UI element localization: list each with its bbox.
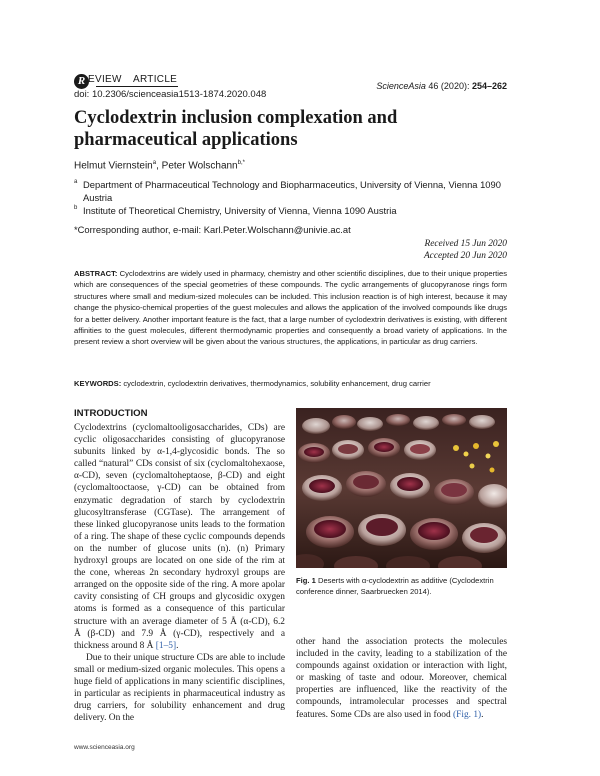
- journal-citation: [376, 81, 507, 91]
- body-paragraph: [74, 422, 285, 652]
- received-date: Received 15 Jun 2020: [424, 239, 507, 249]
- article-dates: [424, 238, 507, 262]
- author-name: Helmut Viernstein: [74, 160, 153, 172]
- journal-volume: 46 (2020):: [425, 81, 472, 91]
- figure-caption: [296, 575, 507, 597]
- affiliation-item: [74, 204, 503, 217]
- figure-reference-link[interactable]: (Fig. 1): [453, 709, 482, 720]
- keywords-label: KEYWORDS:: [74, 379, 122, 388]
- abstract-text: Cyclodextrins are widely used in pharmacy, chemistry and other scientific disciplines, due to their unique properties which are consequences of the special geometries of these compounds. The cyclic arrangements of glucopyranose rings form structures where small and medium-sized molecules can be included. This inclusion reaction is of high interest, because it may change the physico-chemical properties of the guest molecules and allows the application of the involved compounds like drugs for a better delivery. Another important feature is the fact, that a large number of cyclodextrin derivatives is existing, with different affinities to the guest molecules, different thermodynamic properties and consequently a broad variety of applications. In the present review a short overview will be given about the various structures, the applications, in particular as drug carriers.: [74, 269, 507, 347]
- affiliation-text: Institute of Theoretical Chemistry, University of Vienna, Vienna 1090 Austria: [83, 205, 397, 216]
- footer-url[interactable]: www.scienceasia.org: [74, 744, 135, 751]
- journal-name: ScienceAsia: [376, 81, 426, 91]
- body-paragraph: [296, 636, 507, 721]
- author-separator: ,: [156, 160, 162, 172]
- author-list: [74, 160, 245, 171]
- author-affiliation-mark: b,*: [237, 160, 245, 166]
- article-label: ARTICLE: [133, 74, 178, 85]
- paragraph-text: other hand the association protects the molecules included in the cavity, leading to a stabilization of the compounds against oxidation or interaction with light, or masking of taste and odour. Moreover, chemical properties are influenced, like the reactivity of the compounds, intramolecular processes and spectral features. Some CDs are also used in food: [296, 637, 507, 720]
- affiliation-item: [74, 178, 503, 204]
- doi-link[interactable]: doi: 10.2306/scienceasia1513-1874.2020.048: [74, 89, 267, 100]
- section-heading: INTRODUCTION: [74, 408, 148, 419]
- accepted-date: Accepted 20 Jun 2020: [423, 251, 507, 261]
- corresponding-author: *Corresponding author, e-mail: Karl.Peter.Wolschann@univie.ac.at: [74, 224, 351, 235]
- abstract: [74, 268, 507, 348]
- author-name: Peter Wolschann: [161, 160, 238, 172]
- paragraph-end: .: [176, 640, 179, 651]
- paragraph-text: Cyclodextrins (cyclomaltooligosaccharides, CDs) are cyclic oligosaccharides consisting of glucopyranose subunits linked by α-1,4-glycosidic bonds. The so called “natural” CDs consist of six (cyclomaltohexaose, α-CD), seven (cyclomaltoheptaose, β-CD) and eight (cyclomaltooctaose, γ-CD) can be obtained from enzymatic degradation of starch by cyclodextrin glucosyltransferase (CGTase). The arrangement of these linked glucopyranose units leads to the formation of a ring. The shape of these cyclic compounds depends on the number of glucose units (n). (n) Primary hydroxyl groups are located on one side of the rim at the cone, whereas 2n secondary hydroxyl groups are arranged on the opposite side of the ring. A more apolar cavity consisting of CH groups and glycosidic oxygen atoms is formed as a consequence of this particular structure with an average diameter of 5 Å (α-CD), 6.2 Å (β-CD) and 7.9 Å (γ-CD), respectively and a thickness around 8 Å: [74, 423, 285, 651]
- dessert-photo-image: [296, 408, 507, 568]
- keywords: [74, 378, 507, 389]
- journal-pages: 254–262: [471, 81, 507, 91]
- affiliation-mark: a: [74, 179, 78, 185]
- author-affiliation-mark: a: [152, 160, 157, 166]
- header-rule: [96, 86, 178, 87]
- figure-photo: [296, 408, 507, 568]
- abstract-label: ABSTRACT:: [74, 269, 118, 278]
- journal-logo: R: [74, 74, 89, 89]
- affiliation-text: Department of Pharmaceutical Technology and Biopharmaceutics, University of Vienna, Vienna 1090 Austria: [83, 179, 501, 203]
- affiliation-mark: b: [74, 205, 78, 211]
- body-column-left: [74, 422, 285, 724]
- affiliations: [74, 178, 503, 217]
- caption-text: Deserts with α-cyclodextrin as additive (Cyclodextrin conference dinner, Saarbruecken 2014).: [296, 576, 494, 596]
- body-column-right: [296, 636, 507, 721]
- review-label: EVIEW: [88, 74, 122, 85]
- paragraph-end: .: [481, 709, 484, 720]
- article-title: Cyclodextrin inclusion complexation and pharmaceutical applications: [74, 108, 398, 150]
- figure-label: Fig. 1: [296, 576, 316, 585]
- keywords-text: cyclodextrin, cyclodextrin derivatives, thermodynamics, solubility enhancement, drug carrier: [121, 379, 431, 388]
- citation-link[interactable]: [1–5]: [155, 640, 177, 651]
- body-paragraph: Due to their unique structure CDs are able to include small or medium-sized organic molecules. This opens a huge field of applications in many scientific disciplines, in particular as recipients in pharmaceutical industry as drug carriers, for solubility enhancement and drug delivery. On the: [74, 652, 285, 724]
